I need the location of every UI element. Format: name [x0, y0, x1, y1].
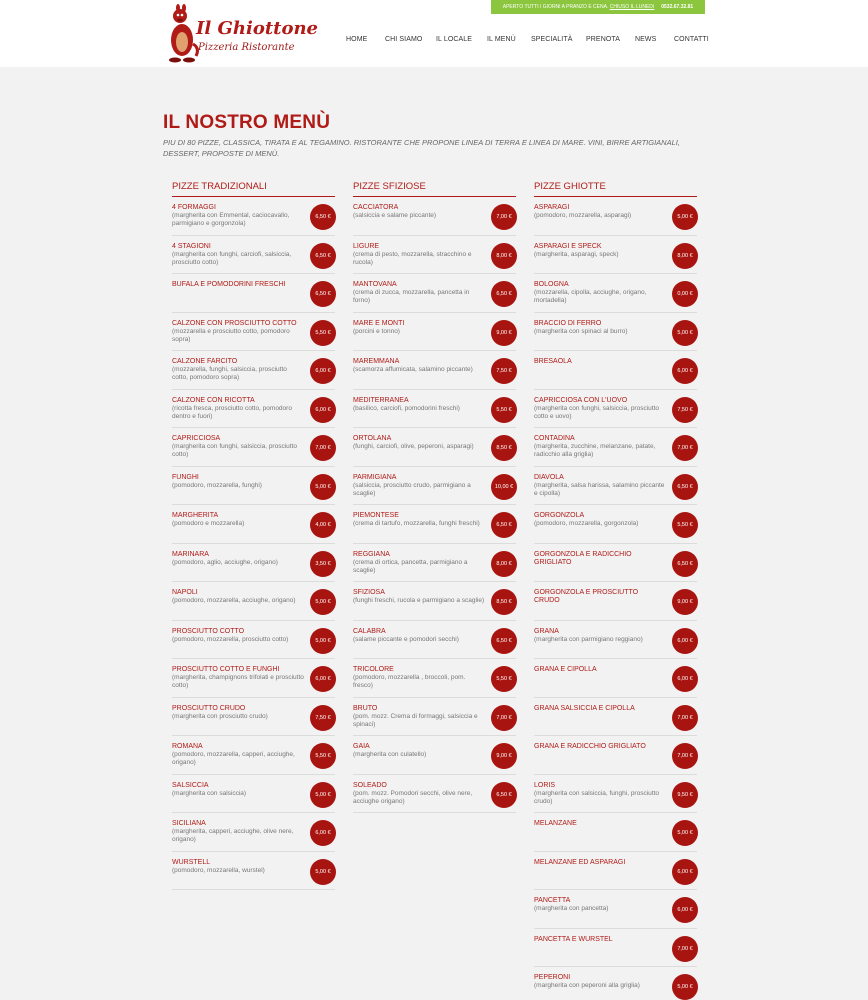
- menu-item-description: (margherita, asparagi, speck): [534, 250, 619, 258]
- menu-item: [353, 582, 516, 621]
- menu-item-name: BUFALA E POMODORINI FRESCHI: [172, 281, 286, 288]
- menu-item: [534, 698, 697, 737]
- nav-chi-siamo[interactable]: CHI SIAMO: [385, 36, 423, 43]
- menu-item-price-badge: 5,00 €: [310, 628, 336, 654]
- menu-item: [534, 467, 697, 506]
- menu-item: [534, 582, 697, 621]
- menu-item-description: (pomodoro, mozzarella, acciughe, origano): [172, 597, 296, 604]
- menu-item-price-badge: 6,00 €: [672, 859, 698, 885]
- column-title: PIZZE TRADIZIONALI: [172, 180, 335, 197]
- menu-item-description: (pomodoro, aglio, acciughe, origano): [172, 558, 278, 566]
- menu-item: [534, 236, 697, 275]
- menu-item-name: MELANZANE: [534, 820, 577, 827]
- menu-item-price-badge: 9,50 €: [672, 782, 698, 808]
- menu-item-description: (salame piccante e pomodori secchi): [353, 635, 459, 643]
- menu-item: [534, 390, 697, 429]
- logo[interactable]: [166, 4, 319, 64]
- menu-item-price-badge: 7,00 €: [491, 705, 517, 731]
- menu-item-price-badge: 6,50 €: [491, 628, 517, 654]
- menu-item-description: (margherita con pancetta): [534, 905, 609, 912]
- menu-list: [172, 197, 335, 890]
- menu-item-price-badge: 7,00 €: [491, 204, 517, 230]
- menu-item-name: GRANA E CIPOLLA: [534, 666, 597, 673]
- opening-hours-bar: [491, 0, 705, 14]
- menu-item-description: (pomodoro, mozzarella, asparagi): [534, 212, 632, 219]
- menu-list: [353, 197, 516, 813]
- menu-item: [172, 390, 335, 429]
- menu-item: [172, 698, 335, 737]
- menu-item-price-badge: 8,00 €: [672, 243, 698, 269]
- menu-item-name: CONTADINA: [534, 435, 575, 442]
- menu-column-ghiotte: [534, 180, 697, 1000]
- menu-item-price-badge: 8,50 €: [491, 589, 517, 615]
- menu-item-price-badge: 3,50 €: [310, 551, 336, 577]
- menu-item: [172, 775, 335, 814]
- menu-item: [534, 197, 697, 236]
- phone-number[interactable]: 0532.67.32.81: [661, 4, 694, 10]
- closed-day-link[interactable]: CHIUSO IL LUNEDì: [609, 4, 655, 10]
- menu-item-price-badge: 5,00 €: [672, 204, 698, 230]
- menu-item-description: (margherita con spinaci al burro): [534, 327, 628, 335]
- menu-item-name: BOLOGNA: [534, 281, 569, 288]
- menu-item-price-badge: 6,00 €: [310, 820, 336, 846]
- menu-item-price-badge: 6,50 €: [491, 512, 517, 538]
- nav-il-locale[interactable]: IL LOCALE: [436, 36, 473, 43]
- menu-item-name: CACCIATORA: [353, 204, 399, 211]
- menu-item-name: BRESAOLA: [534, 358, 572, 365]
- menu-item-name: PIEMONTESE: [353, 512, 399, 519]
- menu-item-description: (margherita con funghi, salsiccia, prosciutto cotto e uovo): [534, 404, 660, 420]
- menu-item-name: CAPRICCIOSA: [172, 435, 221, 442]
- menu-column-sfiziose: [353, 180, 516, 813]
- menu-item: [353, 505, 516, 544]
- menu-item-name: ASPARAGI: [534, 204, 570, 211]
- menu-column-tradizionali: [172, 180, 335, 890]
- menu-item-name: SICILIANA: [172, 820, 206, 827]
- menu-item-description: (pomodoro, mozzarella, capperi, acciughe, origano): [172, 751, 295, 766]
- menu-item-price-badge: 7,00 €: [672, 435, 698, 461]
- menu-item-price-badge: 6,50 €: [310, 204, 336, 230]
- menu-item-price-badge: 5,00 €: [310, 782, 336, 808]
- menu-item: [172, 467, 335, 506]
- menu-item: [534, 775, 697, 814]
- menu-item-price-badge: 5,00 €: [672, 974, 698, 1000]
- menu-item: [353, 736, 516, 775]
- menu-item-name: 4 FORMAGGI: [172, 204, 216, 211]
- menu-item: [534, 967, 697, 1000]
- menu-item-price-badge: 8,00 €: [491, 243, 517, 269]
- nav-specialita[interactable]: SPECIALITÀ: [531, 36, 573, 43]
- menu-item: [353, 236, 516, 275]
- menu-item: [353, 544, 516, 583]
- menu-item-name: BRUTO: [353, 704, 378, 712]
- menu-item-price-badge: 6,00 €: [310, 666, 336, 692]
- menu-item-price-badge: 5,00 €: [672, 820, 698, 846]
- menu-item-description: (margherita, capperi, acciughe, olive nere, origano): [172, 828, 294, 843]
- menu-item: [534, 890, 697, 929]
- menu-item-description: (crema di zucca, mozzarella, pancetta in forno): [353, 289, 470, 304]
- menu-item-price-badge: 7,00 €: [672, 705, 698, 731]
- menu-item-description: (salsiccia, prosciutto crudo, parmigiano a scaglie): [353, 481, 471, 497]
- menu-item-name: MAREMMANA: [353, 358, 400, 365]
- menu-item-name: CALZONE CON RICOTTA: [172, 396, 255, 404]
- menu-item: [353, 313, 516, 352]
- menu-item: [353, 659, 516, 698]
- menu-item-description: (margherita con prosciutto crudo): [172, 712, 268, 720]
- menu-item-name: BRACCIO DI FERRO: [534, 319, 602, 327]
- menu-item-description: (basilico, carciofi, pomodorini freschi): [353, 404, 460, 412]
- menu-item-description: (scamorza affumicata, salamino piccante): [353, 366, 473, 373]
- menu-item-description: (ricotta fresca, prosciutto cotto, pomodoro dentro e fuori): [172, 404, 292, 420]
- menu-item: [353, 197, 516, 236]
- menu-item: [353, 775, 516, 814]
- menu-item: [172, 736, 335, 775]
- menu-item: [353, 274, 516, 313]
- menu-item: [353, 698, 516, 737]
- menu-item: [534, 736, 697, 775]
- menu-item-name: 4 STAGIONI: [172, 242, 211, 250]
- menu-item-name: ASPARAGI E SPECK: [534, 242, 602, 250]
- menu-item-price-badge: 7,00 €: [672, 743, 698, 769]
- menu-item-name: MARINARA: [172, 550, 209, 558]
- menu-item-price-badge: 7,50 €: [310, 705, 336, 731]
- menu-item-name: FUNGHI: [172, 473, 199, 481]
- page-subtitle: PIU DI 80 PIZZE, CLASSICA, TIRATA E AL TEGAMINO. RISTORANTE CHE PROPONE LINEA DI TERRA E LINEA DI MARE. VINI, BIRRE ARTIGIANALI, DESSERT, PROPOSTE DI MENÙ.: [163, 138, 680, 158]
- menu-item: [534, 505, 697, 544]
- menu-item-name: LIGURE: [353, 242, 380, 250]
- site-header: [0, 0, 868, 67]
- menu-item-name: PARMIGIANA: [353, 473, 397, 481]
- menu-list: [534, 197, 697, 1000]
- menu-item-description: (mozzarella, funghi, salsiccia, prosciutto cotto, pomodoro sopra): [172, 366, 287, 381]
- menu-item: [534, 813, 697, 852]
- menu-item: [172, 582, 335, 621]
- menu-item-price-badge: 8,50 €: [491, 435, 517, 461]
- menu-item-name: MANTOVANA: [353, 281, 397, 288]
- menu-item-name: PANCETTA: [534, 897, 571, 904]
- menu-item-price-badge: 7,50 €: [672, 397, 698, 423]
- menu-item-name: GRANA E RADICCHIO GRIGLIATO: [534, 743, 646, 750]
- menu-item-name: CALZONE CON PROSCIUTTO COTTO: [172, 319, 297, 327]
- menu-item-name: CALABRA: [353, 627, 386, 635]
- menu-item-price-badge: 0,00 €: [672, 281, 698, 307]
- menu-item-price-badge: 6,00 €: [672, 897, 698, 923]
- mascot-icon: [166, 4, 200, 64]
- menu-item-name: MELANZANE ED ASPARAGI: [534, 858, 626, 866]
- menu-item-description: (margherita, zucchine, melanzane, patate, radicchio alla griglia): [534, 443, 656, 458]
- menu-item-price-badge: 9,00 €: [491, 743, 517, 769]
- menu-item-price-badge: 5,00 €: [310, 589, 336, 615]
- column-title: PIZZE GHIOTTE: [534, 180, 697, 197]
- menu-item: [172, 813, 335, 852]
- nav-home[interactable]: HOME: [346, 36, 368, 43]
- page-title: IL NOSTRO MENÙ: [163, 112, 331, 133]
- menu-item-name: SFIZIOSA: [353, 589, 385, 596]
- menu-item-description: (margherita con culatello): [353, 751, 427, 758]
- menu-item-name: GAIA: [353, 743, 370, 750]
- menu-item-description: (margherita con Emmental, caciocavallo, parmigiano e gorgonzola): [172, 212, 290, 227]
- menu-item: [534, 544, 697, 583]
- menu-item-description: (pom. mozz. Pomodori secchi, olive nere, acciughe origano): [353, 789, 473, 805]
- column-title: PIZZE SFIZIOSE: [353, 180, 516, 197]
- menu-item: [172, 621, 335, 660]
- menu-item-name: MEDITERRANEA: [353, 396, 409, 404]
- menu-item-name: PANCETTA E WURSTEL: [534, 935, 613, 943]
- menu-item: [534, 313, 697, 352]
- menu-item: [172, 659, 335, 698]
- nav-il-menu[interactable]: IL MENÙ: [487, 36, 516, 43]
- menu-item-price-badge: 6,00 €: [672, 628, 698, 654]
- menu-item-price-badge: 5,00 €: [672, 320, 698, 346]
- menu-item-description: (margherita con funghi, salsiccia, prosciutto cotto): [172, 443, 298, 458]
- menu-item-price-badge: 6,50 €: [491, 281, 517, 307]
- menu-item-price-badge: 5,00 €: [310, 859, 336, 885]
- menu-item-name: PROSCIUTTO COTTO: [172, 627, 245, 635]
- menu-item-name: GORGONZOLA: [534, 512, 585, 519]
- menu-item: [534, 659, 697, 698]
- opening-hours-text: APERTO TUTTI I GIORNI A PRANZO E CENA.: [502, 4, 609, 10]
- menu-item-description: (funghi freschi, rucola e parmigiano a scaglie): [353, 597, 485, 604]
- menu-item-price-badge: 6,50 €: [310, 281, 336, 307]
- menu-item-name: ORTOLANA: [353, 435, 392, 442]
- menu-item-name: GORGONZOLA E RADICCHIO GRIGLIATO: [534, 550, 632, 566]
- menu-item-name: ROMANA: [172, 743, 203, 750]
- menu-item-name: PEPERONI: [534, 974, 571, 981]
- menu-item-description: (pomodoro, mozzarella, wurstel): [172, 866, 265, 874]
- menu-item-price-badge: 6,50 €: [491, 782, 517, 808]
- logo-title: Il Ghiottone: [196, 18, 319, 39]
- menu-item-price-badge: 9,00 €: [491, 320, 517, 346]
- menu-item-description: (crema di ortica, pancetta, parmigiano a scaglie): [353, 558, 468, 574]
- menu-item-price-badge: 6,50 €: [672, 551, 698, 577]
- menu-item: [353, 428, 516, 467]
- menu-item: [353, 390, 516, 429]
- menu-item-name: CAPRICCIOSA CON L'UOVO: [534, 396, 628, 404]
- menu-item: [172, 544, 335, 583]
- menu-item-name: REGGIANA: [353, 550, 390, 558]
- menu-item: [172, 313, 335, 352]
- menu-item: [534, 274, 697, 313]
- menu-item-name: NAPOLI: [172, 589, 198, 596]
- nav-contatti[interactable]: CONTATTI: [674, 36, 709, 43]
- menu-item-name: SALSICCIA: [172, 781, 209, 789]
- menu-item-price-badge: 5,50 €: [672, 512, 698, 538]
- menu-item-price-badge: 5,50 €: [491, 397, 517, 423]
- menu-item: [353, 467, 516, 506]
- menu-item-name: MARE E MONTI: [353, 319, 405, 327]
- menu-item-price-badge: 7,00 €: [672, 936, 698, 962]
- menu-item-price-badge: 6,00 €: [672, 358, 698, 384]
- logo-subtitle: Pizzeria Ristorante: [198, 42, 295, 53]
- menu-item: [534, 852, 697, 891]
- menu-item: [534, 351, 697, 390]
- menu-item-description: (pomodoro e mozzarella): [172, 520, 245, 527]
- menu-item: [172, 428, 335, 467]
- menu-item-name: WURSTELL: [172, 858, 211, 866]
- menu-item-name: TRICOLORE: [353, 666, 394, 673]
- menu-item-description: (margherita con salsiccia): [172, 789, 247, 797]
- menu-item: [172, 236, 335, 275]
- menu-item: [172, 274, 335, 313]
- menu-item-name: PROSCIUTTO COTTO E FUNGHI: [172, 666, 280, 673]
- menu-item-description: (pomodoro, mozzarella, funghi): [172, 481, 262, 489]
- menu-item-description: (pom. mozz. Crema di formaggi, salsiccia e spinaci): [353, 712, 478, 728]
- menu-item: [172, 505, 335, 544]
- menu-item-description: (pomodoro, mozzarella , broccoli, pom. fresco): [353, 674, 466, 689]
- menu-item: [353, 351, 516, 390]
- menu-item-description: (margherita, champignons trifolati e prosciutto cotto): [172, 674, 304, 689]
- menu-item-price-badge: 4,00 €: [310, 512, 336, 538]
- menu-item-description: (salsiccia e salame piccante): [353, 212, 437, 219]
- menu-item: [353, 621, 516, 660]
- menu-item-description: (margherita con salsiccia, funghi, prosciutto crudo): [534, 789, 660, 805]
- menu-item-price-badge: 6,00 €: [310, 397, 336, 423]
- menu-item-price-badge: 7,50 €: [491, 358, 517, 384]
- menu-item-price-badge: 5,50 €: [491, 666, 517, 692]
- menu-item: [534, 621, 697, 660]
- menu-item-price-badge: 7,00 €: [310, 435, 336, 461]
- menu-item-description: (mozzarella e prosciutto cotto, pomodoro sopra): [172, 327, 290, 343]
- main-nav: [0, 36, 868, 46]
- menu-item-price-badge: 5,50 €: [310, 320, 336, 346]
- nav-prenota[interactable]: PRENOTA: [586, 36, 621, 43]
- menu-item-description: (mozzarella, cipolla, acciughe, origano, mortadella): [534, 289, 647, 304]
- menu-item-price-badge: 6,00 €: [310, 358, 336, 384]
- menu-item-description: (margherita con peperoni alla griglia): [534, 982, 640, 989]
- menu-item-name: SOLEADO: [353, 781, 387, 789]
- menu-item-description: (crema di tartufo, mozzarella, funghi freschi): [353, 520, 480, 527]
- menu-item-price-badge: 6,50 €: [672, 474, 698, 500]
- nav-news[interactable]: NEWS: [635, 36, 657, 43]
- menu-item-name: GORGONZOLA E PROSCIUTTO CRUDO: [534, 589, 639, 604]
- menu-item: [534, 929, 697, 968]
- menu-item: [172, 197, 335, 236]
- menu-item-description: (margherita con parmigiano reggiano): [534, 635, 643, 643]
- menu-item: [172, 351, 335, 390]
- menu-item-name: GRANA SALSICCIA E CIPOLLA: [534, 704, 635, 712]
- menu-item-description: (porcini e tonno): [353, 327, 400, 335]
- menu-item-name: PROSCIUTTO CRUDO: [172, 704, 246, 712]
- menu-item-description: (funghi, carciofi, olive, peperoni, asparagi): [353, 443, 474, 450]
- menu-item-name: MARGHERITA: [172, 512, 219, 519]
- menu-item-price-badge: 10,00 €: [491, 474, 517, 500]
- menu-item-description: (margherita, salsa harissa, salamino piccante e cipolla): [534, 481, 665, 497]
- menu-item-price-badge: 6,50 €: [310, 243, 336, 269]
- menu-item: [534, 428, 697, 467]
- menu-item-price-badge: 9,00 €: [672, 589, 698, 615]
- menu-item-description: (pomodoro, mozzarella, prosciutto cotto): [172, 635, 289, 643]
- menu-item-description: (margherita con funghi, carciofi, salsiccia, prosciutto cotto): [172, 250, 292, 266]
- menu-item: [172, 852, 335, 891]
- menu-item-price-badge: 5,00 €: [310, 474, 336, 500]
- menu-item-name: GRANA: [534, 627, 559, 635]
- menu-item-description: (pomodoro, mozzarella, gorgonzola): [534, 520, 639, 527]
- menu-item-price-badge: 5,50 €: [310, 743, 336, 769]
- menu-item-name: CALZONE FARCITO: [172, 358, 238, 365]
- menu-item-price-badge: 8,00 €: [491, 551, 517, 577]
- menu-item-description: (crema di pesto, mozzarella, stracchino e rucola): [353, 250, 472, 266]
- menu-item-name: LORIS: [534, 781, 556, 789]
- menu-item-name: DIAVOLA: [534, 473, 564, 481]
- menu-item-price-badge: 6,00 €: [672, 666, 698, 692]
